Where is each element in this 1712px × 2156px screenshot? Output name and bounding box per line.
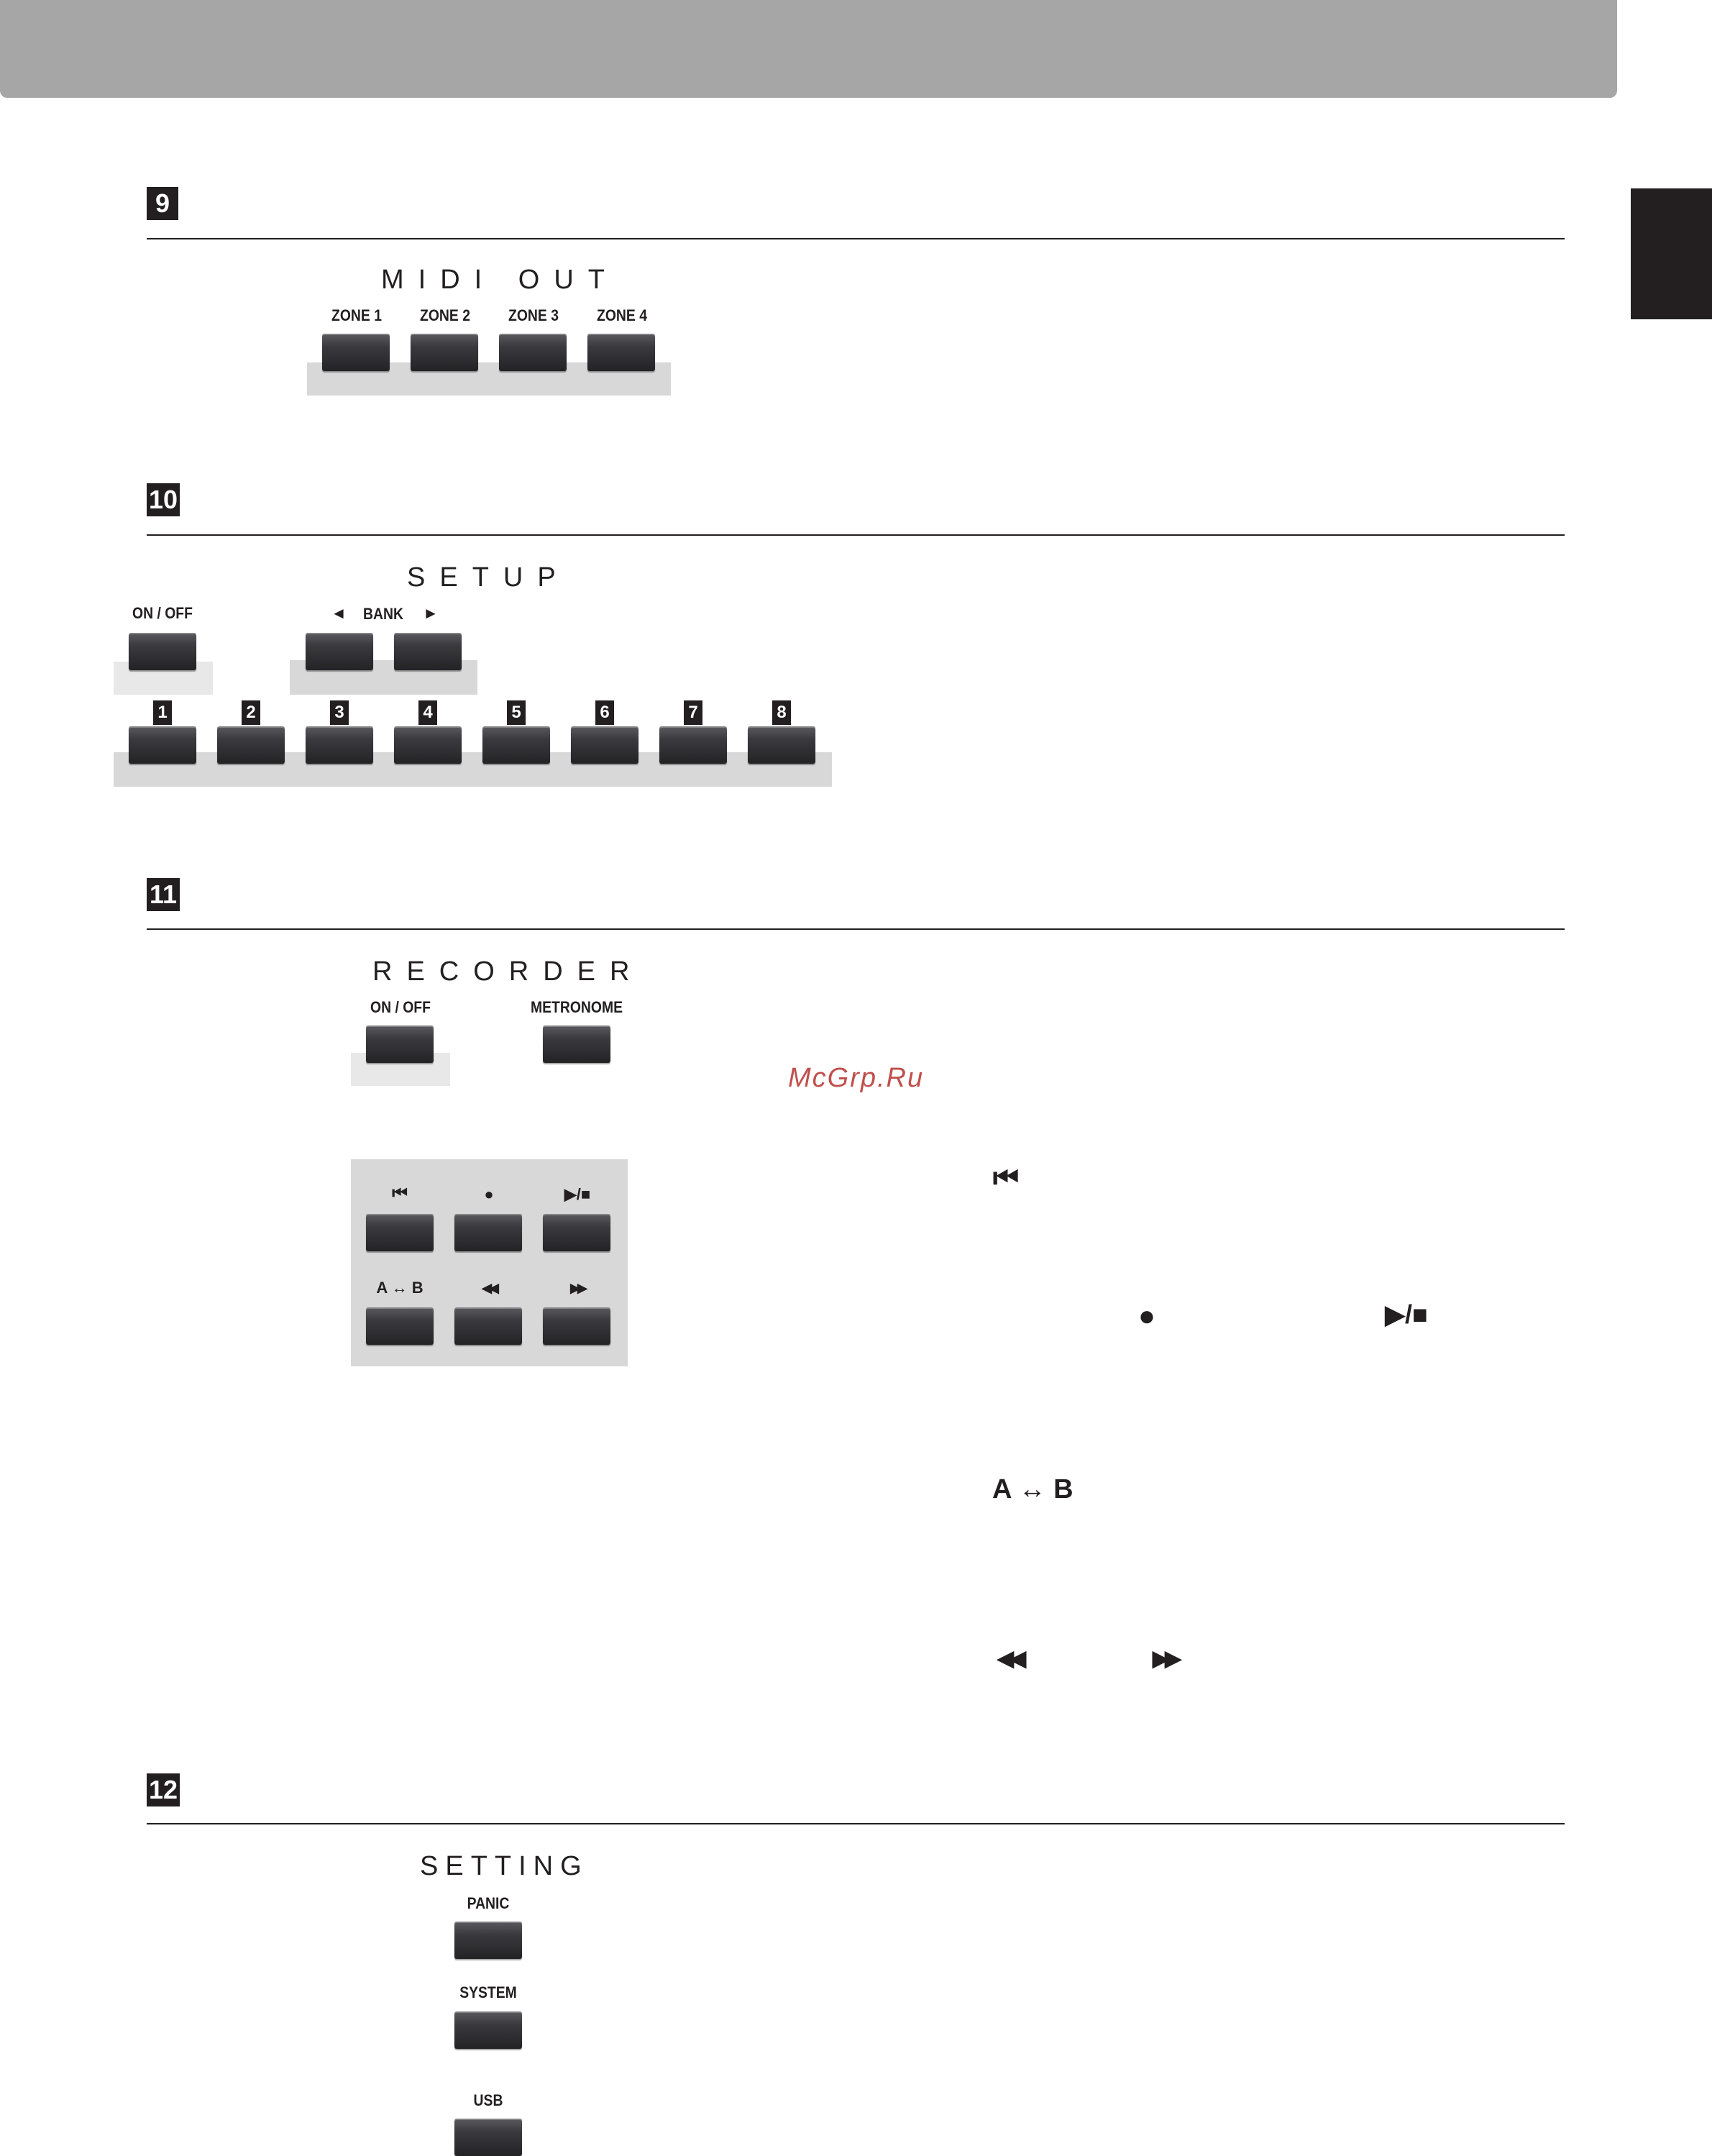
setup-number-1: 1 bbox=[153, 700, 172, 725]
panic-label: PANIC bbox=[467, 1894, 510, 1912]
zone-2-label: ZONE 2 bbox=[420, 306, 470, 324]
setup-number-6: 6 bbox=[595, 700, 614, 725]
reset-button[interactable] bbox=[366, 1214, 434, 1251]
setup-number-4: 4 bbox=[418, 700, 437, 725]
legend-record-icon: ● bbox=[1137, 1300, 1156, 1332]
legend-rewind-icon: ◀◀ bbox=[997, 1647, 1022, 1671]
section-number-9: 9 bbox=[147, 187, 178, 220]
record-icon: ● bbox=[484, 1185, 494, 1203]
setup-on-off-label: ON / OFF bbox=[132, 604, 193, 622]
record-button[interactable] bbox=[454, 1214, 522, 1251]
section-rule bbox=[147, 1823, 1565, 1824]
usb-label: USB bbox=[473, 2091, 503, 2109]
section-number-11: 11 bbox=[147, 878, 180, 911]
reset-icon: ⏮ bbox=[392, 1184, 408, 1203]
setup-title: SETUP bbox=[407, 562, 570, 593]
midi-out-title: MIDI OUT bbox=[381, 265, 619, 295]
bank-left-arrow-icon: ◄ bbox=[331, 604, 347, 622]
section-rule bbox=[147, 928, 1565, 930]
rewind-icon: ◀◀ bbox=[482, 1281, 496, 1295]
setup-3-button[interactable] bbox=[306, 726, 373, 764]
setup-number-5: 5 bbox=[507, 700, 526, 725]
ab-repeat-icon: A ↔ B bbox=[376, 1279, 424, 1297]
setup-7-button[interactable] bbox=[659, 726, 727, 764]
rewind-button[interactable] bbox=[454, 1307, 522, 1345]
legend-play-stop-icon: ▶/■ bbox=[1385, 1299, 1428, 1329]
setting-title: SETTING bbox=[420, 1851, 589, 1881]
ab-repeat-button[interactable] bbox=[366, 1307, 434, 1345]
watermark: McGrp.Ru bbox=[788, 1063, 925, 1093]
fast-forward-icon: ▶▶ bbox=[570, 1281, 585, 1295]
fast-forward-button[interactable] bbox=[543, 1307, 610, 1345]
setup-number-2: 2 bbox=[242, 700, 260, 725]
setup-5-button[interactable] bbox=[482, 726, 550, 764]
legend-ab-icon: A ↔ B bbox=[992, 1474, 1074, 1504]
setup-number-8: 8 bbox=[772, 700, 791, 725]
bank-label: BANK bbox=[363, 605, 403, 623]
section-number-12: 12 bbox=[147, 1773, 180, 1806]
usb-button[interactable] bbox=[454, 2119, 522, 2156]
play-stop-icon: ▶/■ bbox=[564, 1185, 591, 1203]
legend-reset-icon: ⏮ bbox=[993, 1162, 1019, 1194]
setup-number-3: 3 bbox=[330, 700, 349, 725]
zone-4-label: ZONE 4 bbox=[597, 306, 647, 324]
setup-4-button[interactable] bbox=[394, 726, 462, 764]
setup-8-button[interactable] bbox=[748, 726, 815, 764]
metronome-button[interactable] bbox=[543, 1026, 610, 1063]
recorder-title: RECORDER bbox=[372, 956, 644, 987]
setup-6-button[interactable] bbox=[571, 726, 638, 764]
system-label: SYSTEM bbox=[459, 1983, 517, 2001]
zone-1-button[interactable] bbox=[322, 334, 390, 371]
zone-3-label: ZONE 3 bbox=[508, 306, 559, 324]
header-bar bbox=[0, 0, 1617, 98]
panic-button[interactable] bbox=[454, 1922, 522, 1959]
bank-down-button[interactable] bbox=[306, 633, 373, 670]
zone-3-button[interactable] bbox=[499, 334, 567, 371]
bank-up-button[interactable] bbox=[394, 633, 462, 670]
setup-1-button[interactable] bbox=[129, 726, 196, 764]
legend-forward-icon: ▶▶ bbox=[1152, 1647, 1178, 1671]
recorder-on-off-button[interactable] bbox=[366, 1026, 434, 1063]
zone-1-label: ZONE 1 bbox=[331, 306, 382, 324]
chapter-tab bbox=[1631, 188, 1712, 319]
recorder-on-off-label: ON / OFF bbox=[370, 998, 431, 1016]
section-number-10: 10 bbox=[147, 483, 180, 516]
system-button[interactable] bbox=[454, 2011, 522, 2049]
setup-on-off-button[interactable] bbox=[129, 633, 196, 670]
section-rule bbox=[147, 534, 1565, 536]
bank-right-arrow-icon: ► bbox=[423, 604, 439, 622]
play-stop-button[interactable] bbox=[543, 1214, 610, 1251]
metronome-label: METRONOME bbox=[530, 998, 623, 1016]
setup-2-button[interactable] bbox=[217, 726, 285, 764]
zone-2-button[interactable] bbox=[411, 334, 478, 371]
setup-number-7: 7 bbox=[684, 700, 702, 725]
zone-4-button[interactable] bbox=[587, 334, 655, 371]
section-rule bbox=[147, 238, 1565, 239]
